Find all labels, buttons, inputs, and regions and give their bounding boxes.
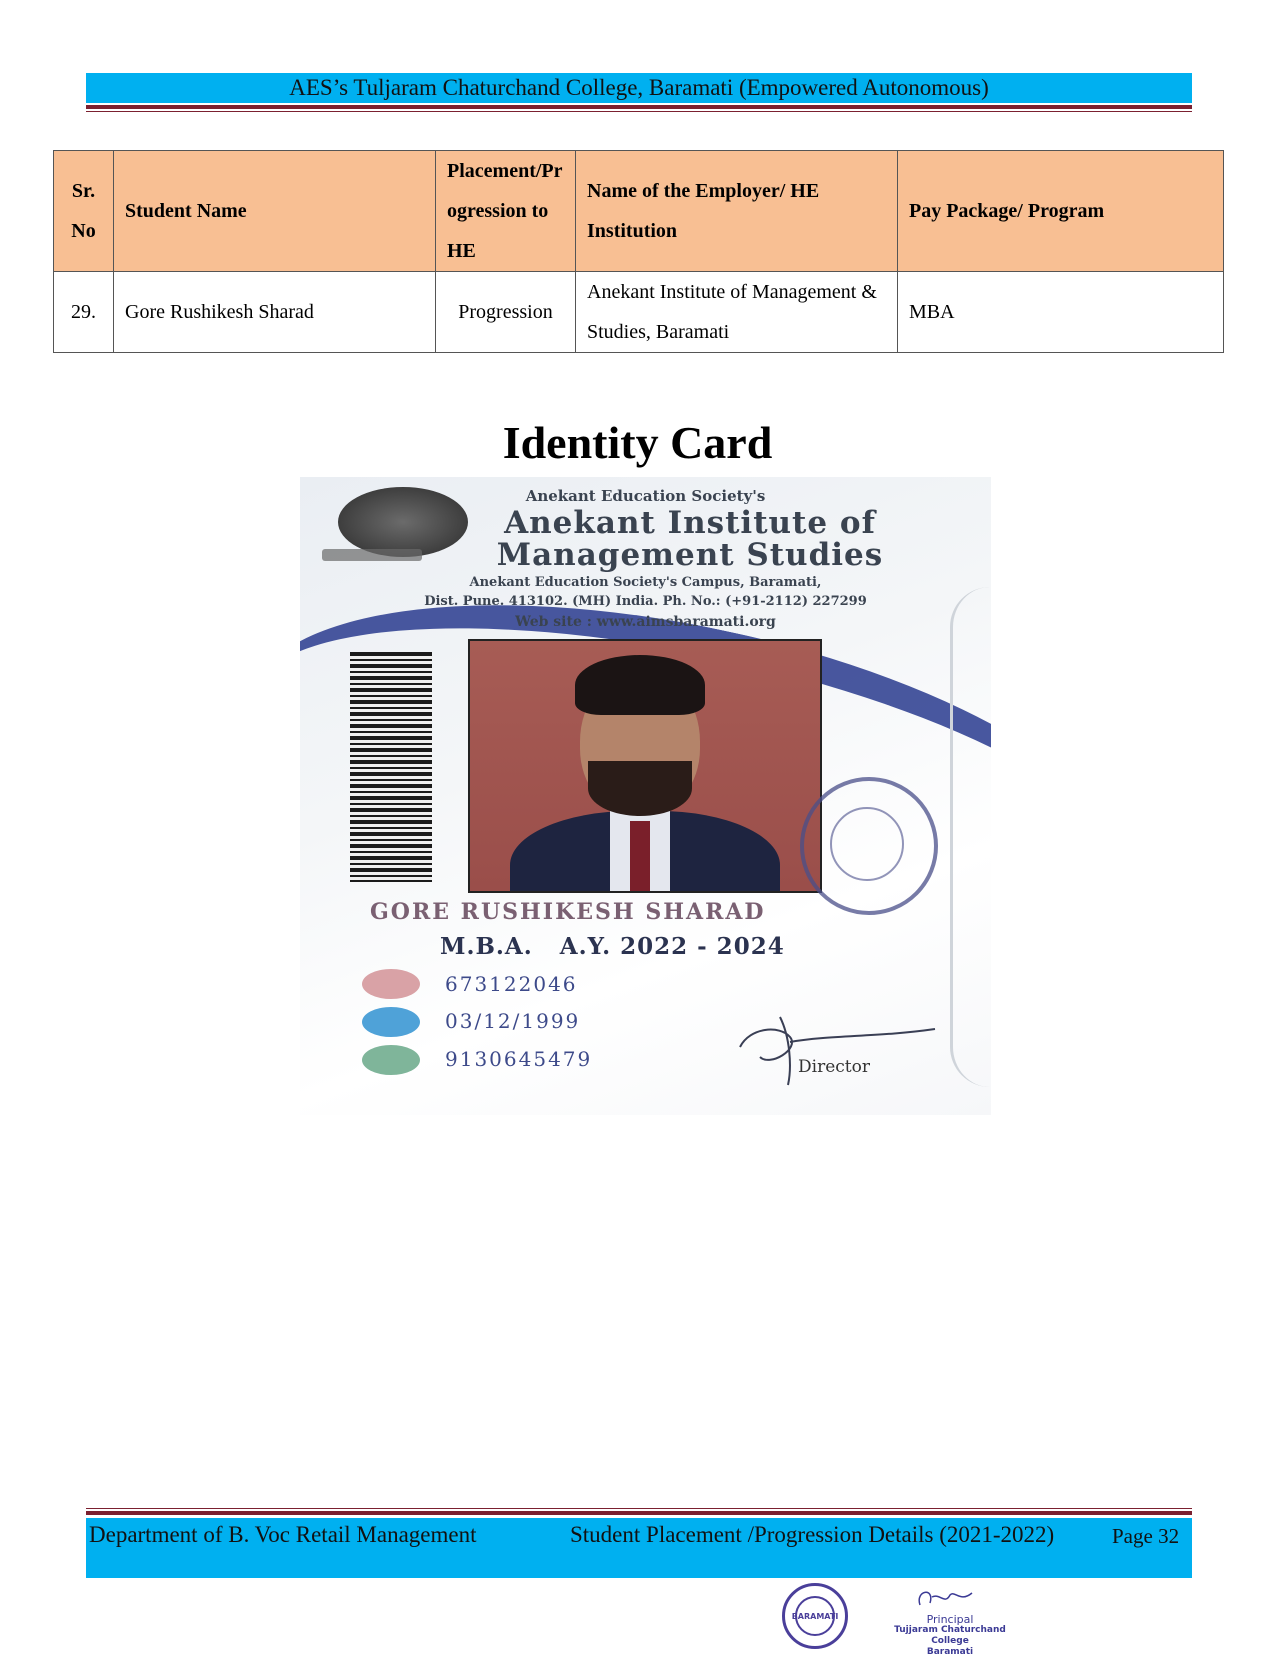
card-phone: 9130645479 [445,1047,593,1071]
principal-college: Tujjaram Chaturchand College [894,1625,1006,1646]
card-student-name: GORE RUSHIKESH SHARAD [370,899,766,925]
student-photo [468,639,822,893]
photo-beard [588,761,692,816]
header-sr-no: Sr. No [54,151,114,272]
table-row [54,272,1224,353]
card-website: Web site : www.aimsbaramati.org [515,614,776,630]
college-seal-icon [782,1583,848,1649]
page-footer [86,1518,1192,1578]
page-header [86,73,1192,103]
card-roll-number: 673122046 [445,972,578,996]
footer-divider [86,1511,1192,1515]
section-title: Identity Card [502,417,773,468]
page-number: Page 32 [1112,1524,1180,1548]
barcode-icon [350,652,432,882]
card-institute-line1: Anekant Institute of [504,505,876,541]
phone-icon [362,1045,420,1075]
header-divider [86,105,1192,109]
cell-placement: Progression [436,272,576,353]
header-divider-thin [86,111,1192,112]
card-signatory: Director [798,1057,870,1077]
cell-package: MBA [898,272,1224,353]
header-employer: Name of the Employer/ HE Institution [576,151,898,272]
college-seal-text: BARAMATI [795,1596,835,1636]
footer-department: Department of B. Voc Retail Management [89,1522,477,1547]
cell-employer: Anekant Institute of Management & Studies, Baramati [576,272,898,353]
card-dob: 03/12/1999 [445,1009,581,1033]
calendar-icon [362,1007,420,1037]
footer-divider-thin [86,1508,1192,1509]
roll-number-icon [362,969,420,999]
card-address-line2: Dist. Pune. 413102. (MH) India. Ph. No.: (+91-2112) 227299 [424,594,867,609]
photo-tie [630,821,650,893]
card-edge-decoration [950,587,991,1087]
principal-title: Principal [926,1613,974,1626]
header-package: Pay Package/ Program [898,151,1224,272]
header-title: AES’s Tuljaram Chaturchand College, Baramati (Empowered Autonomous) [289,75,989,100]
principal-signature [910,1585,980,1615]
institute-stamp-inner [830,807,904,881]
header-placement: Placement/Progression to HE [436,151,576,272]
cell-student-name: Gore Rushikesh Sharad [114,272,436,353]
table-header-row [54,151,1224,272]
principal-city: Baramati [926,1647,974,1657]
footer-details: Student Placement /Progression Details (2021-2022) [570,1522,1055,1547]
principal-block [880,1614,1020,1658]
card-society: Anekant Education Society's [525,487,766,505]
header-student-name: Student Name [114,151,436,272]
card-address-line1: Anekant Education Society's Campus, Baramati, [469,575,822,590]
identity-card-image [300,477,991,1115]
card-institute-line2: Management Studies [496,537,884,573]
photo-hair [575,655,705,715]
card-course: M.B.A. A.Y. 2022 - 2024 [440,933,785,960]
cell-sr-no: 29. [54,272,114,353]
placement-table [53,150,1224,353]
